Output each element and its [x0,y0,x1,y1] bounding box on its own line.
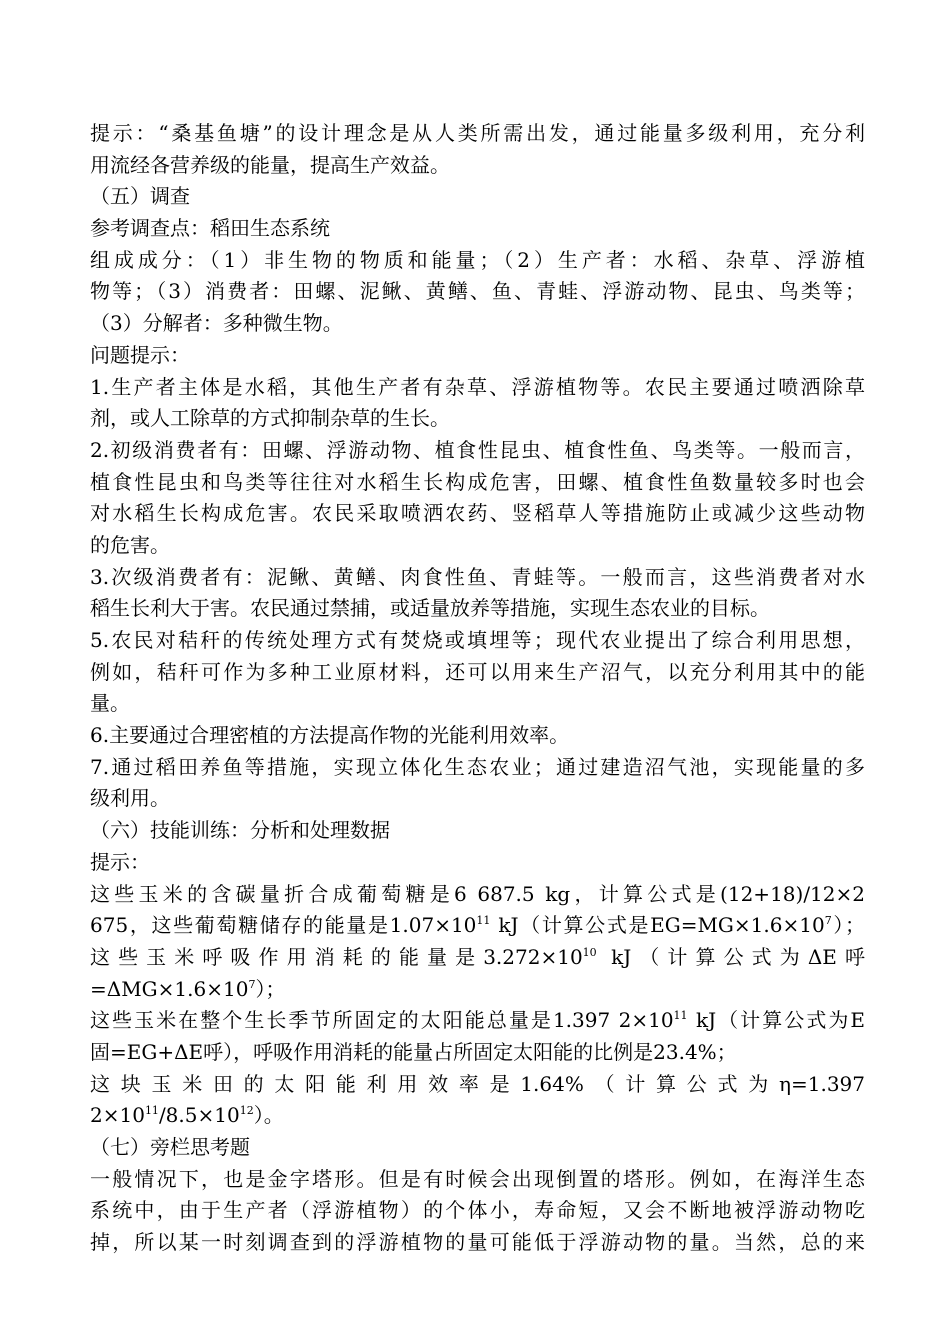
superscript: 11 [144,1104,159,1118]
text-line: 提示：“桑基鱼塘”的设计理念是从人类所需出发，通过能量多级利用，充分利 [90,121,865,145]
text-line: 系统中，由于生产者（浮游植物）的个体小，寿命短，又会不断地被浮游动物吃 [90,1198,865,1223]
text-line: 7.通过稻田养鱼等措施，实现立体化生态农业；通过建造沼气池，实现能量的多 [90,754,865,779]
text-line [90,1100,865,1132]
text-line: 例如，秸秆可作为多种工业原材料，还可以用来生产沼气，以充分利用其中的能 [90,659,865,684]
text-line [90,942,865,974]
text-line: 6.主要通过合理密植的方法提高作物的光能利用效率。 [90,723,570,748]
text-segment: kJ（计算公式为E [687,1008,865,1033]
text-line: 植食性昆虫和鸟类等往往对水稻生长构成危害，田螺、植食性鱼数量较多时也会 [90,469,865,494]
text-line [90,910,865,942]
text-line: 掉，所以某一时刻调查到的浮游植物的量可能低于浮游动物的量。当然，总的来 [90,1230,865,1255]
superscript: 11 [673,1009,688,1023]
text-line: 3.次级消费者有：泥鳅、黄鳝、肉食性鱼、青蛙等。一般而言，这些消费者对水 [90,564,865,589]
text-line: 固=EG+ΔE呼），呼吸作用消耗的能量占所固定太阳能的比例是23.4%； [90,1039,737,1064]
superscript: 7 [248,977,256,991]
text-line: 稻生长利大于害。农民通过禁捕，或适量放养等措施，实现生态农业的目标。 [90,596,770,621]
text-line: 1.生产者主体是水稻，其他生产者有杂草、浮游植物等。农民主要通过喷洒除草 [90,374,865,399]
text-segment: 这些玉米在整个生长季节所固定的太阳能总量是1.397 2×10 [90,1008,674,1033]
text-line: 问题提示： [90,342,190,367]
text-line: 用流经各营养级的能量，提高生产效益。 [90,152,450,177]
text-segment: 2×10 [90,1103,145,1128]
text-line: （六）技能训练：分析和处理数据 [90,818,390,843]
text-line: 级利用。 [90,786,170,811]
superscript: 12 [239,1104,254,1118]
text-line: 剂，或人工除草的方式抑制杂草的生长。 [90,406,450,431]
text-line: 一般情况下，也是金字塔形。但是有时候会出现倒置的塔形。例如，在海洋生态 [90,1166,865,1191]
text-segment: ）。 [253,1103,284,1128]
text-segment: kJ（计算公式是EG=MG×1.6×10 [490,913,825,938]
text-line: 组成成分：（1）非生物的物质和能量；（2）生产者：水稻、杂草、浮游植 [90,247,865,272]
text-line: 对水稻生长构成危害。农民采取喷洒农药、竖稻草人等措施防止或减少这些动物 [90,501,865,526]
text-line: 的危害。 [90,532,170,557]
text-segment: 675，这些葡萄糖储存的能量是1.07×10 [90,913,477,938]
text-line: 5.农民对秸秆的传统处理方式有焚烧或填埋等；现代农业提出了综合利用思想， [90,628,865,652]
text-line: 参考调查点：稻田生态系统 [90,216,330,241]
text-line: （3）分解者：多种微生物。 [90,311,343,336]
text-line: 2.初级消费者有：田螺、浮游动物、植食性昆虫、植食性鱼、鸟类等。一般而言， [90,437,865,462]
text-segment: ）； [255,976,286,1001]
document-page [90,118,865,1259]
text-line: 这些玉米的含碳量折合成葡萄糖是6 687.5 kg，计算公式是(12+18)/12×2 [90,881,865,906]
text-segment: kJ（计算公式为ΔE呼 [596,944,865,969]
text-line: 这块玉米田的太阳能利用效率是1.64%（计算公式为η=1.397 [90,1071,865,1096]
text-segment: ）； [831,913,865,938]
text-line: （七）旁栏思考题 [90,1135,250,1159]
superscript: 7 [824,914,832,928]
text-segment: =ΔMG×1.6×10 [90,976,249,1001]
text-line: 提示： [90,849,150,874]
text-line: （五）调查 [90,184,190,209]
text-line: 物等；（3）消费者：田螺、泥鳅、黄鳝、鱼、青蛙、浮游动物、昆虫、鸟类等； [90,279,865,304]
text-line: 量。 [90,691,130,716]
superscript: 11 [476,914,491,928]
superscript: 10 [582,945,597,959]
text-segment: /8.5×10 [158,1103,240,1128]
text-segment: 这些玉米呼吸作用消耗的能量是3.272×10 [90,944,583,969]
text-line [90,1005,865,1037]
text-line [90,974,865,1006]
